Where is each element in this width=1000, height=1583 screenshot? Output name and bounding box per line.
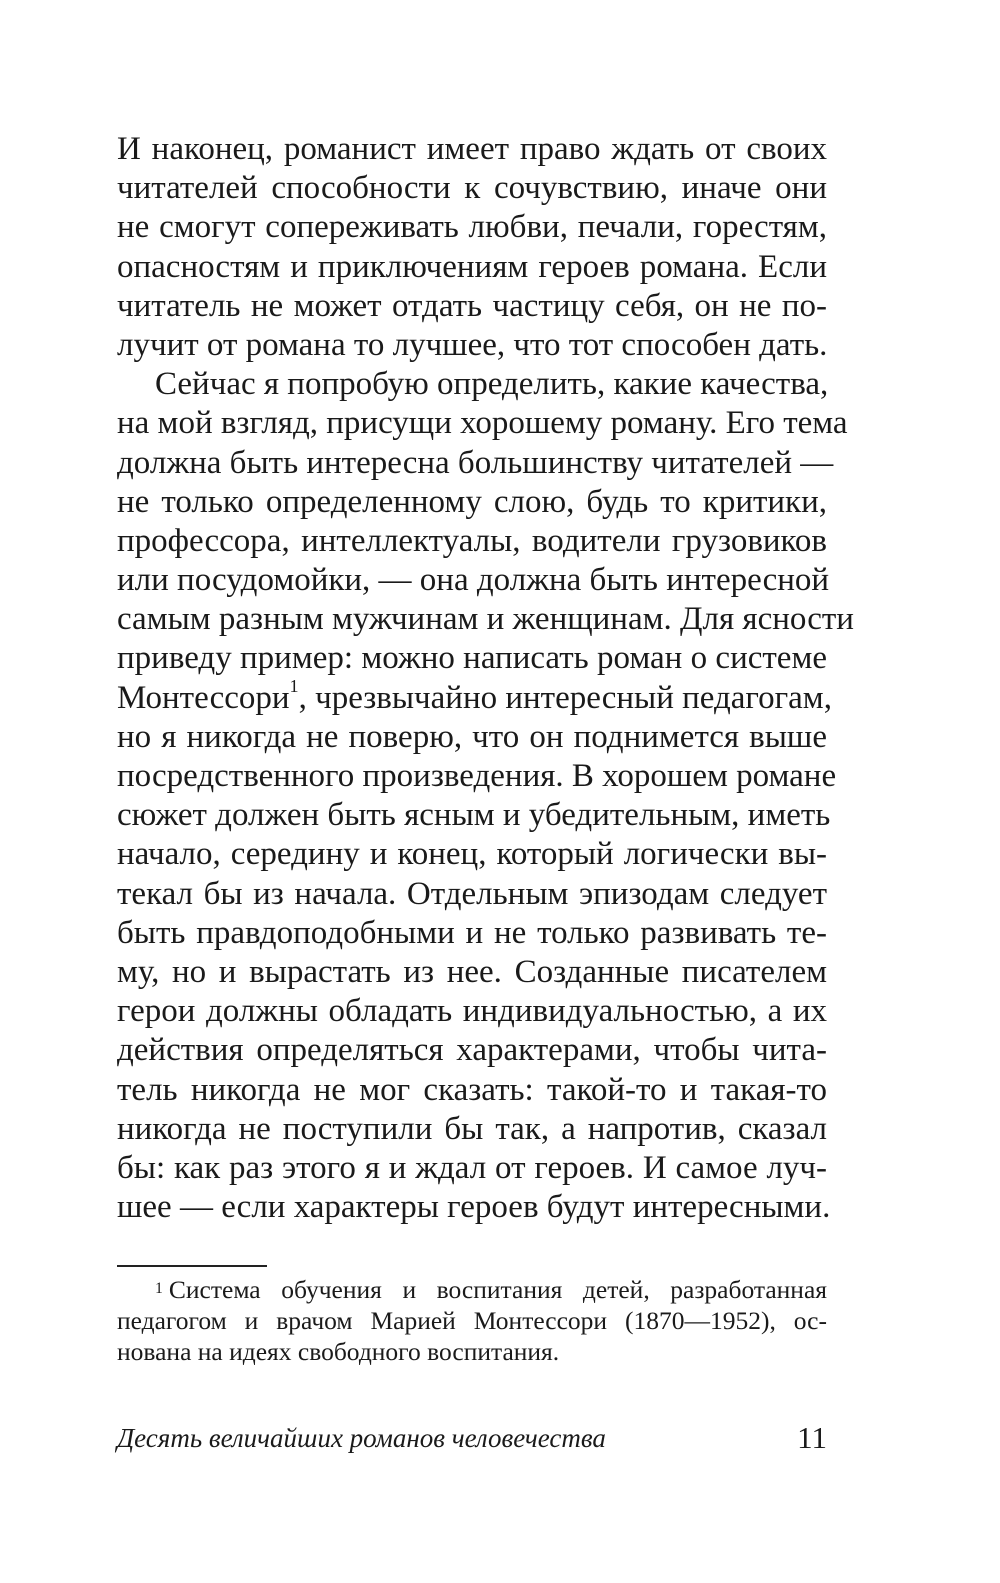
text-line: должна быть интересна большинству читателей — [117,444,834,481]
footnote-line [117,1274,827,1305]
text-line: лучит от романа то лучшее, что тот способен дать. [117,326,828,363]
running-footer [117,1418,827,1458]
text-line: И наконец, романист имеет право ждать от своих [117,131,827,167]
footnote-anchor-word: Монтессори [117,679,290,716]
text-line: быть правдоподобными и не только развивать те- [117,914,827,951]
text-line: никогда не поступили бы так, а напротив, сказал [117,1110,827,1147]
book-title: Десять величайших романов человечества [117,1423,606,1453]
text-line: тель никогда не мог сказать: такой-то и такая-то [117,1071,827,1108]
page-number: 11 [797,1420,827,1455]
text-line: бы: как раз этого я и ждал от героев. И самое луч- [117,1149,827,1186]
text-line: опасностям и приключениям героев романа. Если [117,248,827,285]
text-line: не только определенному слою, будь то критики, [117,483,827,520]
text-line: самым разным мужчинам и женщинам. Для ясности [117,601,854,638]
footnote-line: педагогом и врачом Марией Монтессори (1870—1952), ос- [117,1306,827,1335]
paragraph-1 [117,130,827,365]
text-line: герои должны обладать индивидуальностью, а их [117,993,827,1030]
footnote-text: Система обучения и воспитания детей, разработанная [168,1275,827,1304]
text-line: но я никогда не поверю, что он поднимется выше [117,718,827,755]
paragraph-2 [117,365,854,1227]
text-line: на мой взгляд, присущи хорошему роману. Его тема [117,405,848,442]
text-line: читателей способности к сочувствию, иначе они [117,170,827,207]
footnote-mark: 1 [155,1280,163,1298]
text-line: шее — если характеры героев будут интересными. [117,1189,831,1226]
footnote-separator [117,1265,267,1267]
footnote-line: нована на идеях свободного воспитания. [117,1337,560,1366]
text-line: начало, середину и конец, который логически вы- [117,836,827,873]
text-line: Сейчас я попробую определить, какие качества, [155,366,829,403]
text-line: профессора, интеллектуалы, водители грузовиков [117,522,827,559]
footnote-anchor-rest: , чрезвычайно интересный педагогам, [298,679,832,716]
footnote-reference[interactable]: 1 [289,675,299,696]
text-line-with-footnote [117,675,832,718]
main-text [117,130,854,1227]
text-line: приведу пример: можно написать роман о системе [117,640,827,677]
text-line: текал бы из начала. Отдельным эпизодам следует [117,875,827,912]
text-line: действия определяться характерами, чтобы чита- [117,1032,827,1069]
text-line: му, но и вырастать из нее. Созданные писателем [117,953,827,990]
text-line: посредственного произведения. В хорошем романе [117,758,837,794]
footnote [117,1274,827,1367]
text-line: читатель не может отдать частицу себя, он не по- [117,287,827,324]
text-line: не смогут сопереживать любви, печали, горестям, [117,209,827,246]
text-line: или посудомойки, — она должна быть интересной [117,562,830,599]
text-line: сюжет должен быть ясным и убедительным, иметь [117,797,831,834]
